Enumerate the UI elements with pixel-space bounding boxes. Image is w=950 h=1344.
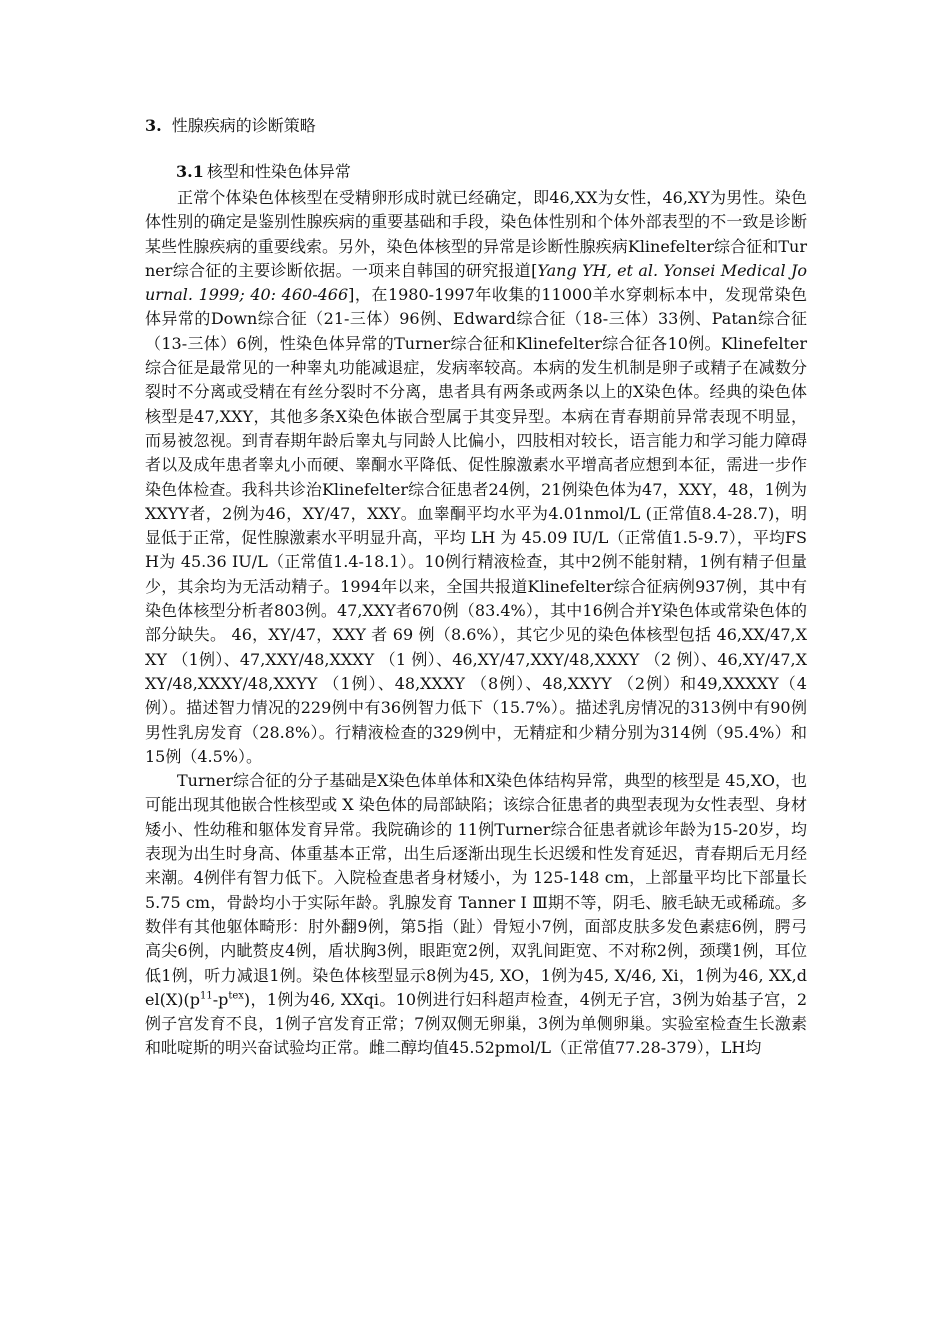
subsection-title: 核型和性染色体异常 — [206, 162, 351, 181]
citation: Yang YH, et al. Yonsei Medical Journal. 1999; 40: 460-466 — [145, 260, 807, 305]
paragraph-text: Turner综合征的分子基础是X染色体单体和X染色体结构异常，典型的核型是 45,XO，也可能出现其他嵌合性核型或 X 染色体的局部缺陷；该综合征患者的典型表现为女性表型、身材矮小、性幼稚和躯体发育异常。我院确诊的 11例Turner综合征患者就诊年龄为15-20岁，均表现为出生时身高、体重基本正常，出生后逐渐出现生长迟缓和性发育延迟，青春期后无月经来潮。4例伴有智力低下。入院检查患者身材矮小，为 125-148 cm，上部量平均比下部量长 5.75 cm，骨龄均小于实际年龄。乳腺发育 Tanner Ⅰ Ⅲ期不等，阴毛、腋毛缺无或稀疏。多数伴有其他躯体畸形：肘外翻9例，第5指（趾）骨短小7例，面部皮肤多发色素痣6例，腭弓高尖6例，内眦赘皮4例，盾状胸3例，眼距宽2例，双乳间距宽、不对称2例，颈璞1例，耳位低1例，听力减退1例。染色体核型显示8例为45, XO，1例为45, X/46, Xi，1例为46, XX,del(X)(p — [145, 771, 807, 1009]
section-number: 3. — [145, 116, 162, 135]
document-page — [145, 113, 807, 1061]
subsection-heading — [176, 159, 807, 185]
paragraph-text: 正常个体染色体核型在受精卵形成时就已经确定，即46,XX为女性，46,XY为男性。染色体性别的确定是鉴别性腺疾病的重要基础和手段，染色体性别和个体外部表型的不一致是诊断某些性腺疾病的重要线索。另外，染色体核型的异常是诊断性腺疾病Klinefelter综合征和Turner综合征的主要诊断依据。一项来自韩国的研究报道[ — [145, 188, 807, 280]
superscript: 11 — [199, 990, 213, 1002]
section-heading — [145, 113, 807, 139]
subsection-number: 3.1 — [176, 162, 204, 181]
superscript: tex — [228, 990, 244, 1002]
section-title: 性腺疾病的诊断策略 — [171, 116, 316, 135]
paragraph-text: ]，在1980-1997年收集的11000羊水穿刺标本中，发现常染色体异常的Down综合征（21-三体）96例、Edward综合征（18-三体）33例、Patan综合征（13-三体）6例，性染色体异常的Turner综合征和Klinefelter综合征各10例。Klinefelter综合征是最常见的一种睾丸功能减退症，发病率较高。本病的发生机制是卵子或精子在减数分裂时不分离或受精在有丝分裂时不分离，患者具有两条或两条以上的X染色体。经典的染色体核型是47,XXY，其他多条X染色体嵌合型属于其变异型。本病在青春期前异常表现不明显，而易被忽视。到青春期年龄后睾丸与同龄人比偏小，四肢相对较长，语言能力和学习能力障碍者以及成年患者睾丸小而硬、睾酮水平降低、促性腺激素水平增高者应想到本征，需进一步作染色体检查。我科共诊治Klinefelter综合征患者24例，21例染色体为47，XXY，48，1例为XXYY者，2例为46，XY/47，XXY。血睾酮平均水平为4.01nmol/L (正常值8.4-28.7)，明显低于正常，促性腺激素水平明显升高，平均 LH 为 45.09 IU/L（正常值1.5-9.7），平均FSH为 45.36 IU/L（正常值1.4-18.1）。10例行精液检查，其中2例不能射精，1例有精子但量少，其余均为无活动精子。1994年以来，全国共报道Klinefelter综合征病例937例，其中有染色体核型分析者803例。47,XXY者670例（83.4%），其中16例合并Y染色体或常染色体的部分缺失。 46，XY/47，XXY 者 69 例（8.6%），其它少见的染色体核型包括 46,XX/47,XXY （1例）、47,XXY/48,XXXY （1 例）、46,XY/47,XXY/48,XXXY （2 例）、46,XY/47,XXY/48,XXXY/48,XXYY （1例）、48,XXXY （8例）、48,XXYY （2例）和49,XXXXY（4例）。描述智力情况的229例中有36例智力低下（15.7%）。描述乳房情况的313例中有90例男性乳房发育（28.8%）。行精液检查的329例中，无精症和少精分别为314例（95.4%）和 15例（4.5%）。 — [145, 285, 807, 766]
paragraph-text: -p — [212, 989, 229, 1009]
paragraph-text: )，1例为46, XXqi。10例进行妇科超声检查，4例无子宫，3例为始基子宫，2例子宫发育不良，1例子宫发育正常；7例双侧无卵巢，3例为单侧卵巢。实验室检查生长激素和吡啶斯的明兴奋试验均正常。雌二醇均值45.52pmol/L（正常值77.28-379），LH均 — [145, 989, 807, 1058]
paragraph-turner — [145, 769, 807, 1061]
paragraph-klinefelter — [145, 186, 807, 769]
